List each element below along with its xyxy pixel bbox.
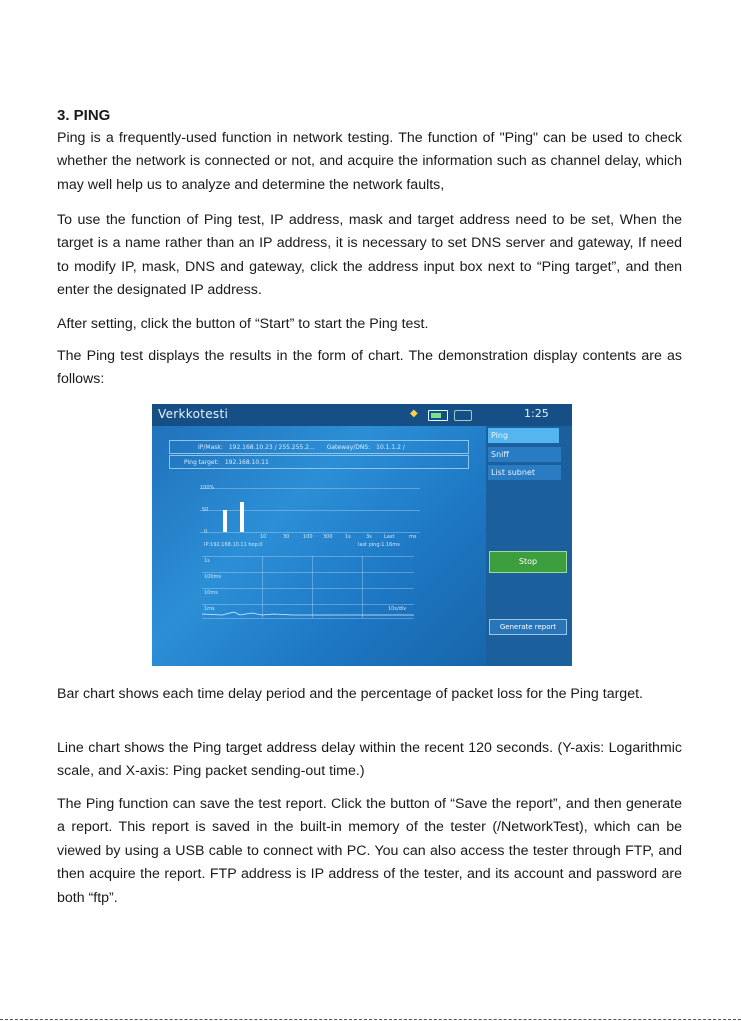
ipmask-field-row[interactable]	[169, 440, 469, 454]
ping-target-field-row[interactable]	[169, 455, 469, 469]
device-screenshot	[152, 404, 572, 666]
menu-item-sniff[interactable]: Sniff	[488, 447, 561, 462]
delay-line	[202, 604, 414, 618]
line-grid	[202, 588, 414, 589]
device-time: 1:25	[524, 407, 549, 420]
bar-xtick: 300	[323, 534, 333, 540]
bar-ytick-0: 0	[204, 529, 208, 535]
paragraph-line-chart: Line chart shows the Ping target address delay within the recent 120 seconds. (Y-axis: Logarithmic scale, and X-axis: Ping packet sending-out time.)	[57, 740, 682, 780]
paragraph-intro: Ping is a frequently-used function in network testing. The function of "Ping" can be used to check whether the network is connected or not, and acquire the information such as channel delay, which may well help us to analyze and determine the network faults,	[57, 130, 682, 193]
paragraph-bar-chart: Bar chart shows each time delay period and the percentage of packet loss for the Ping target.	[57, 686, 643, 702]
signal-icon: ◆	[410, 408, 418, 419]
status-ip: IP:192.168.10.11 hop:0	[204, 542, 263, 548]
line-grid	[202, 618, 414, 619]
bar-grid-mid	[200, 510, 420, 511]
paragraph-setup: To use the function of Ping test, IP address, mask and target address need to be set, When the target is a name rather than an IP address, it is necessary to set DNS server and gateway, If need to modify IP, mask, DNS and gateway, click the address input box next to “Ping target”, and then enter the designated IP address.	[57, 212, 682, 299]
paragraph-display: The Ping test displays the results in the form of chart. The demonstration display contents are as follows:	[57, 348, 682, 388]
ping-target-value[interactable]: 192.168.10.11	[224, 459, 269, 466]
line-grid	[202, 572, 414, 573]
bar-grid-base	[200, 532, 420, 533]
stop-button[interactable]: Stop	[489, 551, 567, 573]
battery-icon	[428, 410, 448, 421]
line-grid	[202, 556, 414, 557]
bar-mark	[240, 502, 244, 532]
ping-target-label: Ping target:	[184, 459, 219, 466]
menu-item-list-subnet[interactable]: List subnet	[488, 465, 561, 480]
line-ytick: 10ms	[204, 590, 218, 596]
bar-xtick: 10	[260, 534, 267, 540]
generate-report-button[interactable]: Generate report	[489, 619, 567, 635]
bar-xtick: 1s	[345, 534, 351, 540]
bar-mark	[223, 510, 227, 532]
line-scale-label: 10s/div	[388, 606, 407, 612]
paragraph-report: The Ping function can save the test report. Click the button of “Save the report”, and then generate a report. This report is saved in the built-in memory of the tester (/NetworkTest), which can be viewed by using a USB cable to connect with PC. You can also access the tester through FTP, and then acquire the report. FTP address is IP address of the tester, and its account and password are both “ftp”.	[57, 796, 682, 906]
line-ytick: 1ms	[204, 606, 215, 612]
line-ytick: 1s	[204, 558, 210, 564]
bar-xtick: 30	[283, 534, 290, 540]
line-ytick: 100ms	[204, 574, 222, 580]
paragraph-start: After setting, click the button of “Start” to start the Ping test.	[57, 316, 429, 332]
ipmask-label: IP/Mask:	[198, 444, 223, 451]
bar-xtick: ms	[409, 534, 417, 540]
bar-xtick: 3s	[366, 534, 372, 540]
gateway-value[interactable]: 10.1.1.2 /	[376, 444, 405, 451]
bar-xtick: Last	[384, 534, 395, 540]
bar-ytick-50: 50	[202, 507, 209, 513]
device-title: Verkkotesti	[158, 407, 229, 421]
page-bottom-rule	[0, 1019, 741, 1020]
section-heading: 3. PING	[57, 107, 111, 124]
ipmask-value[interactable]: 192.168.10.23 / 255.255.2...	[228, 444, 315, 451]
bar-xtick: 100	[303, 534, 313, 540]
bar-ytick-100: 100%	[200, 485, 215, 491]
status-last-ping: last ping:1.16ms	[358, 542, 400, 548]
bar-grid-top	[200, 488, 420, 489]
menu-item-ping[interactable]: Ping	[488, 428, 559, 443]
gateway-label: Gateway/DNS:	[326, 444, 371, 451]
screen-icon	[454, 410, 472, 421]
